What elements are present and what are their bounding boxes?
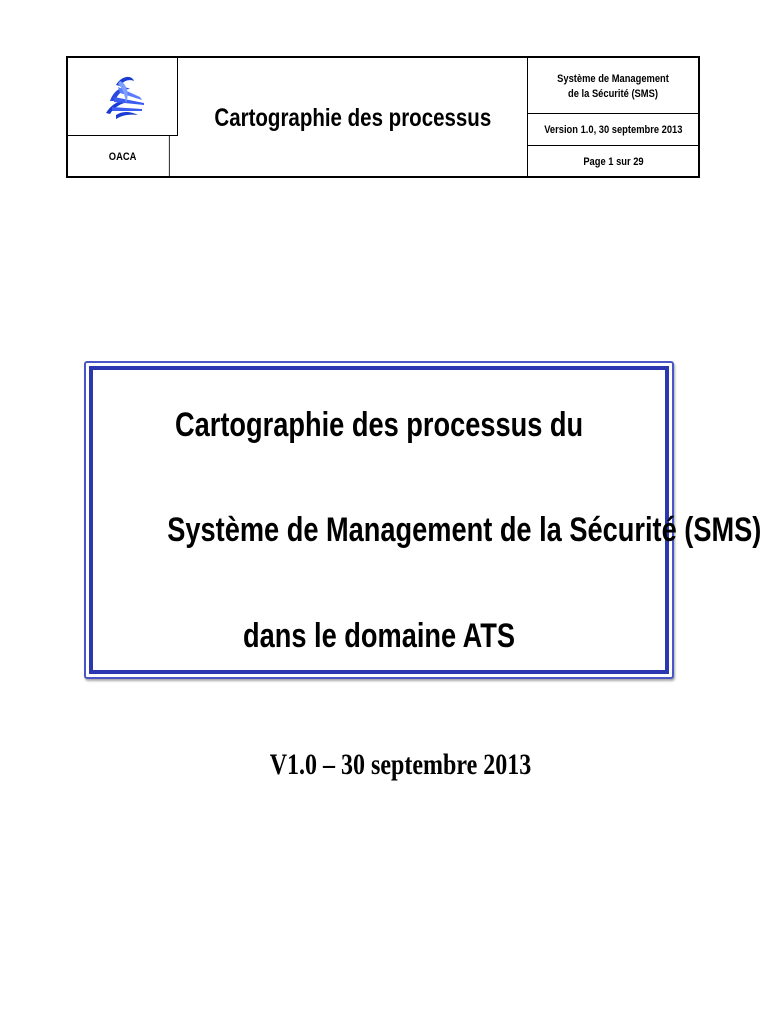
system-name-label [528,58,698,114]
cover-title-line-2-text: Système de Management de la Sécurité (SMS) [167,511,762,549]
system-name: Système de Management de la Sécurité (SMS) [557,72,669,100]
document-title-cell [178,58,528,178]
logo-cell [68,58,178,136]
organization-label: OACA [76,136,170,178]
cover-title-inner-frame [89,366,762,674]
cover-title-line-1 [93,406,665,445]
page-cell [528,146,698,178]
cover-title-line-2 [93,511,762,550]
version-cell [528,114,698,146]
version-subtitle [0,748,768,782]
document-title: Cartographie des processus [214,103,491,132]
version-label: Version 1.0, 30 septembre 2013 [543,123,683,136]
cover-title-frame [84,361,762,679]
cover-title-line-3-text: dans le domaine ATS [242,617,516,655]
cover-title-line-3 [93,617,665,656]
page-number: Page 1 sur 29 [582,156,644,168]
version-subtitle-text: V1.0 – 30 septembre 2013 [269,748,531,781]
oaca-logo-icon [100,67,146,127]
document-header [66,56,700,178]
cover-title-line-1-text: Cartographie des processus du [174,406,584,444]
